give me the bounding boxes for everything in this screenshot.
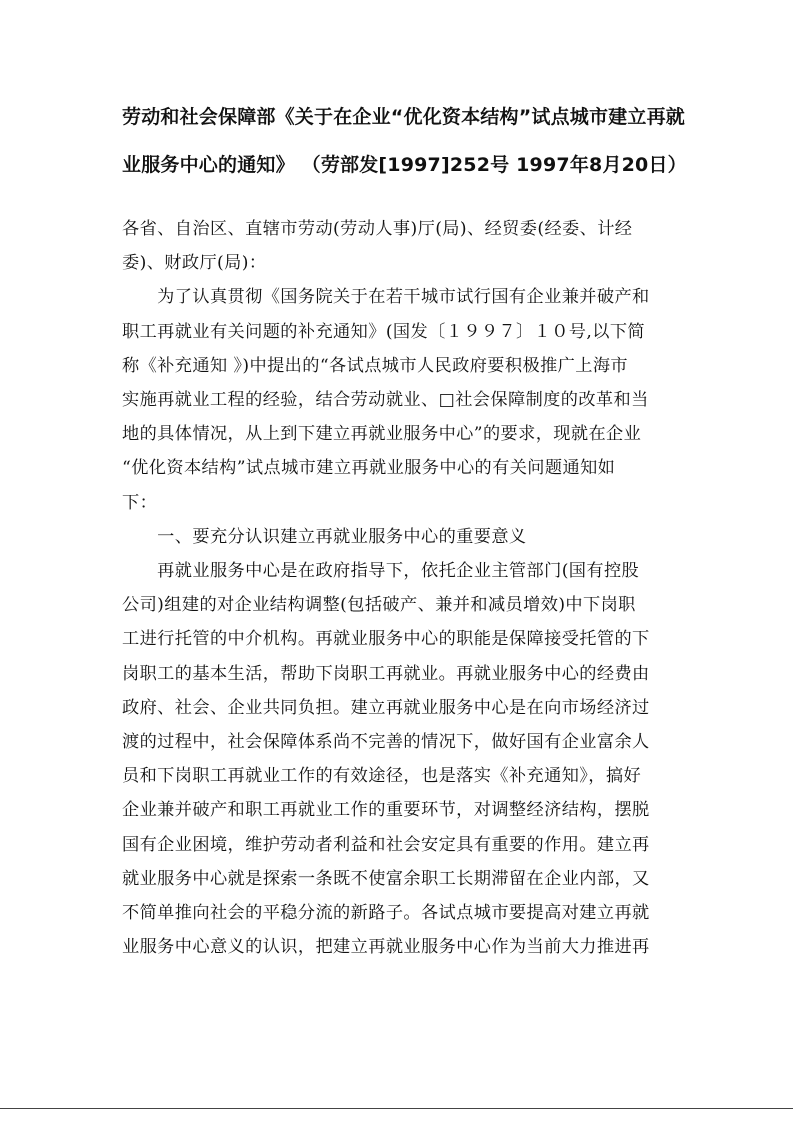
body-line: 渡的过程中，社会保障体系尚不完善的情况下，做好国有企业富余人: [122, 732, 650, 753]
title-line: 劳动和社会保障部《关于在企业“优化资本结构”试点城市建立再就: [122, 106, 685, 128]
body-line: 企业兼并破产和职工再就业工作的重要环节，对调整经济结构，摆脱: [122, 800, 650, 821]
body-line: 公司)组建的对企业结构调整(包括破产、兼并和减员增效)中下岗职: [122, 595, 636, 616]
body-line: 各省、自治区、直辖市劳动(劳动人事)厅(局)、经贸委(经委、计经: [122, 219, 633, 239]
page-bottom-divider: [0, 1108, 793, 1109]
document-body: [122, 212, 678, 964]
section-heading: 一、要充分认识建立再就业服务中心的重要意义: [122, 526, 527, 547]
title-line: 业服务中心的通知》 （劳部发[1997]252号 1997年8月20日）: [122, 154, 687, 176]
document-title: [122, 93, 687, 189]
body-line: 国有企业困境，维护劳动者利益和社会安定具有重要的作用。建立再: [122, 834, 650, 855]
body-line: 为了认真贯彻《国务院关于在若干城市试行国有企业兼并破产和: [122, 287, 650, 308]
body-line: 称《补充通知 》)中提出的“各试点城市人民政府要积极推广上海市: [122, 355, 629, 376]
body-line: 业服务中心意义的认识，把建立再就业服务中心作为当前大力推进再: [122, 937, 650, 958]
body-line: 地的具体情况，从上到下建立再就业服务中心”的要求，现就在企业: [122, 424, 642, 445]
body-line: 不简单推向社会的平稳分流的新路子。各试点城市要提高对建立再就: [122, 903, 650, 924]
body-line: “优化资本结构”试点城市建立再就业服务中心的有关问题通知如: [122, 458, 616, 479]
body-line: 再就业服务中心是在政府指导下，依托企业主管部门(国有控股: [122, 561, 640, 582]
body-line: 岗职工的基本生活，帮助下岗职工再就业。再就业服务中心的经费由: [122, 663, 650, 684]
body-line: 下：: [122, 492, 158, 513]
body-line: 职工再就业有关问题的补充通知》(国发〔１９９７〕１０号,以下简: [122, 321, 646, 342]
body-line: 工进行托管的中介机构。再就业服务中心的职能是保障接受托管的下: [122, 629, 650, 650]
body-line: 员和下岗职工再就业工作的有效途径，也是落实《补充通知》，搞好: [122, 766, 642, 787]
body-line: 实施再就业工程的经验，结合劳动就业、□社会保障制度的改革和当: [122, 390, 649, 411]
body-line: 就业服务中心就是探索一条既不使富余职工长期滞留在企业内部，又: [122, 868, 650, 889]
body-line: 政府、社会、企业共同负担。建立再就业服务中心是在向市场经济过: [122, 697, 650, 718]
body-line: 委)、财政厅(局)：: [122, 253, 267, 274]
